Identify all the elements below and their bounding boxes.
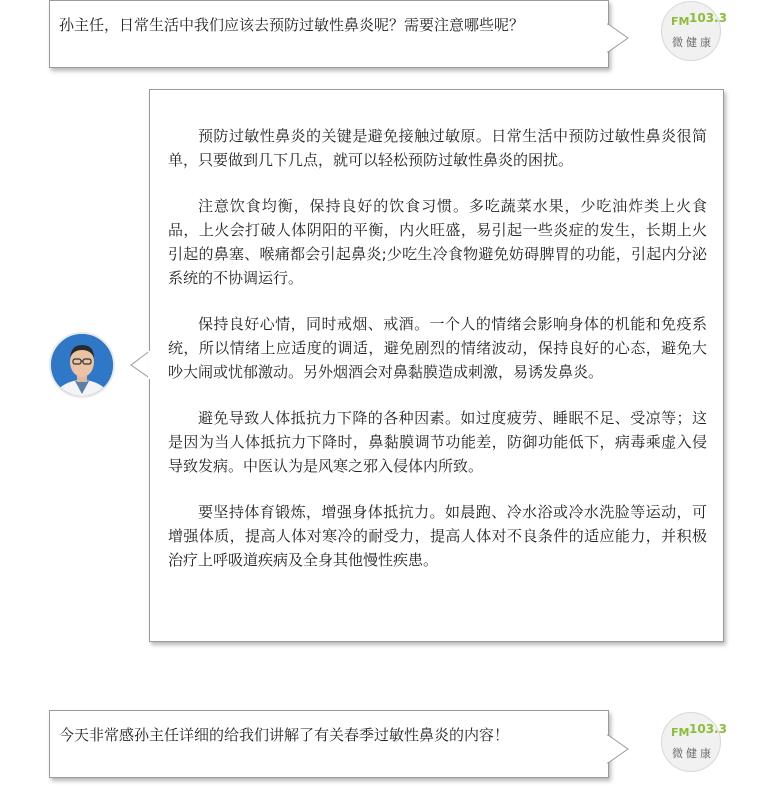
logo-fm-text: FM <box>671 726 690 739</box>
question-bubble <box>49 0 609 68</box>
answer-bubble-tail-cover <box>148 351 152 379</box>
answer-paragraph: 避免导致人体抵抗力下降的各种因素。如过度疲劳、睡眠不足、受凉等；这是因为当人体抵抗力下降时，鼻黏膜调节功能差，防御功能低下，病毒乘虚入侵导致发病。中医认为是风寒之邪入侵体内所致。 <box>168 409 707 475</box>
host-avatar-logo-top <box>661 1 727 61</box>
closing-text: 今天非常感孙主任详细的给我们讲解了有关春季过敏性鼻炎的内容！ <box>59 726 510 744</box>
answer-paragraph: 预防过敏性鼻炎的关键是避免接触过敏原。日常生活中预防过敏性鼻炎很简单，只要做到几下几点，就可以轻松预防过敏性鼻炎的困扰。 <box>168 127 707 169</box>
question-text: 孙主任，日常生活中我们应该去预防过敏性鼻炎呢？需要注意哪些呢？ <box>59 16 525 34</box>
logo-fm-text: FM <box>671 15 690 28</box>
closing-bubble-tail <box>608 735 632 765</box>
logo-frequency-text: 103.3 <box>689 722 727 736</box>
logo-name-text: 微健康 <box>672 747 714 760</box>
question-bubble-tail <box>608 24 632 54</box>
answer-paragraph: 要坚持体育锻炼，增强身体抵抗力。如晨跑、冷水浴或冷水洗脸等运动，可增强体质，提高人体对寒冷的耐受力，提高人体对不良条件的适应能力，并积极治疗上呼吸道疾病及全身其他慢性疾患。 <box>168 503 707 569</box>
host-avatar-logo-bottom <box>661 712 727 772</box>
answer-bubble <box>149 89 724 642</box>
doctor-portrait-icon <box>51 334 113 396</box>
closing-bubble <box>49 710 609 778</box>
doctor-avatar <box>49 332 115 398</box>
logo-name-text: 微健康 <box>672 36 714 49</box>
logo-frequency-text: 103.3 <box>689 11 727 25</box>
answer-paragraph: 保持良好心情，同时戒烟、戒酒。一个人的情绪会影响身体的机能和免疫系统，所以情绪上应适度的调适，避免剧烈的情绪波动，保持良好的心态，避免大吵大闹或忧郁激动。另外烟酒会对鼻黏膜造成刺激，易诱发鼻炎。 <box>168 315 707 381</box>
answer-paragraph: 注意饮食均衡，保持良好的饮食习惯。多吃蔬菜水果，少吃油炸类上火食品，上火会打破人体阴阳的平衡，内火旺盛，易引起一些炎症的发生，长期上火引起的鼻塞、喉痛都会引起鼻炎;少吃生冷食物避免妨碍脾胃的功能，引起内分泌系统的不协调运行。 <box>168 197 707 287</box>
